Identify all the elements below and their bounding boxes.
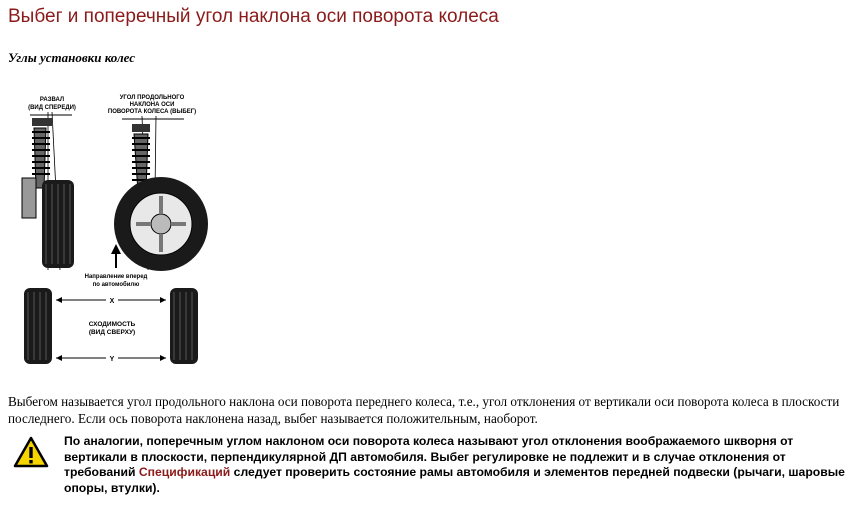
- caster-label-1: УГОЛ ПРОДОЛЬНОГО: [119, 95, 185, 101]
- page-subtitle: Углы установки колес: [8, 50, 136, 65]
- caster-description: Выбегом называется угол продольного наклона оси поворота переднего колеса, т.е., угол отклонения от вертикали оси поворота колеса в плоскости последнего. Если ось поворота наклонена назад, выбег называется положительным, наоборот.: [8, 394, 840, 426]
- toe-sublabel: (ВИД СВЕРХУ): [88, 329, 136, 336]
- note-text-before: По аналогии, поперечным углом наклоном оси поворота колеса называют угол отклонения воображаемого шкворня от вертикали в плоскости, перпендикулярной ДП автомобиля. Выбег регулировке не подлежит и в случае отклонения от требований: [64, 434, 794, 480]
- caster-label-2: НАКЛОНА ОСИ: [129, 102, 175, 108]
- caster-label-3: ПОВОРОТА КОЛЕСА (ВЫБЕГ): [107, 109, 197, 115]
- warning-note: [64, 434, 859, 496]
- camber-sublabel: (ВИД СПЕРЕДИ): [28, 105, 76, 111]
- toe-diagram: [24, 288, 198, 364]
- camber-diagram: [22, 97, 76, 270]
- direction-label-1: Направление вперед: [84, 274, 148, 280]
- note-text-after: следует проверить состояние рамы автомобиля и элементов передней подвески (рычаги, шаровые опоры, втулки).: [64, 465, 845, 495]
- specifications-link[interactable]: Спецификаций: [138, 465, 231, 480]
- wheel-alignment-figure: [8, 88, 220, 373]
- warning-icon: [13, 436, 49, 468]
- toe-x-label: X: [109, 298, 115, 305]
- caster-diagram: [108, 95, 208, 271]
- toe-y-label: Y: [109, 356, 115, 363]
- page-title: Выбег и поперечный угол наклона оси поворота колеса: [8, 6, 499, 27]
- direction-label-2: по автомобилю: [92, 282, 140, 288]
- toe-label: СХОДИМОСТЬ: [88, 321, 136, 328]
- camber-label: РАЗВАЛ: [39, 97, 65, 103]
